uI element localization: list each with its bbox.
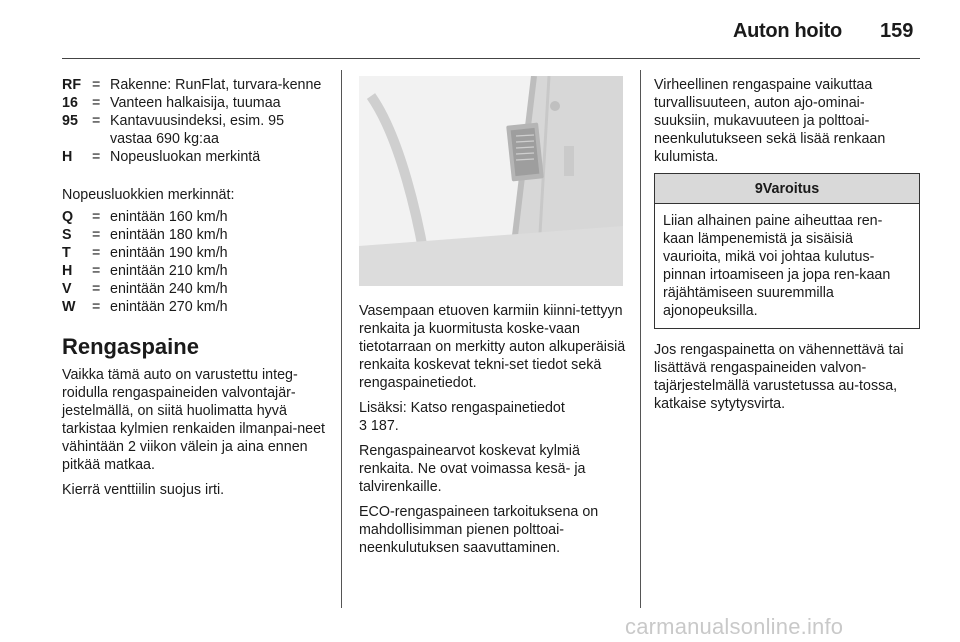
middle-column: [359, 302, 627, 564]
watermark: carmanualsonline.info: [625, 614, 844, 639]
body-paragraph: Virheellinen rengaspaine vaikuttaa turvallisuuteen, auton ajo-ominai-suuksiin, mukavuuteen ja polttoai-neenkulutukseen sekä lisää renkaan kulumista.: [654, 77, 886, 165]
door-frame-tire-label-photo: [359, 76, 623, 286]
door-frame-illustration: [359, 76, 623, 286]
definition-value: enintään 210 km/h: [110, 263, 228, 279]
definition-value: enintään 270 km/h: [110, 299, 228, 315]
right-column: [654, 76, 920, 420]
warning-text: Liian alhainen paine aiheuttaa ren-kaan lämpenemistä ja sisäisiä vaurioita, mikä voi johtaa kulutus-pinnan irtoamiseen ja jopa ren-kaan räjähtämiseen suuremmilla ajonopeuksilla.: [663, 213, 891, 319]
tire-code-definitions: [62, 76, 330, 166]
cross-reference-paragraph: [359, 399, 627, 435]
speed-class-intro: Nopeusluokkien merkinnät:: [62, 187, 235, 203]
warning-box: [654, 173, 920, 329]
definition-equals: =: [92, 299, 101, 315]
definition-key: 16: [62, 95, 78, 111]
page-reference-link[interactable]: 3 187.: [359, 418, 399, 434]
definition-row: [62, 148, 330, 166]
definition-equals: =: [92, 209, 101, 225]
definition-key: H: [62, 149, 73, 165]
body-paragraph: Jos rengaspainetta on vähennettävä tai lisättävä rengaspaineiden valvon-tajärjestelmällä varustetussa au-tossa, katkaise sytytysvirta.: [654, 342, 904, 412]
page-header-title: Auton hoito: [733, 20, 842, 42]
definition-row: [62, 94, 330, 112]
definition-value: enintään 180 km/h: [110, 227, 228, 243]
definition-key: S: [62, 227, 72, 243]
definition-value: enintään 160 km/h: [110, 209, 228, 225]
definition-equals: =: [92, 149, 101, 165]
definition-equals: =: [92, 281, 101, 297]
definition-key: T: [62, 245, 71, 261]
definition-equals: =: [92, 113, 101, 129]
definition-key: RF: [62, 77, 82, 93]
definition-row: [62, 112, 330, 148]
page-number: 159: [880, 20, 914, 42]
definition-equals: =: [92, 263, 101, 279]
definition-row: [62, 298, 330, 316]
definition-row: [62, 76, 330, 94]
definition-equals: =: [92, 227, 101, 243]
body-paragraph: Vasempaan etuoven karmiin kiinni-tettyyn renkaita ja kuormitusta koske-vaan tietotarraan on merkitty auton alkuperäisiä renkaita koskevat tekni-set tiedot sekä rengaspainetiedot.: [359, 303, 626, 391]
definition-key: W: [62, 299, 76, 315]
definition-row: [62, 280, 330, 298]
definition-value: Kantavuusindeksi, esim. 95 vastaa 690 kg:aa: [110, 113, 285, 147]
warning-header: [655, 174, 919, 204]
definition-value: Vanteen halkaisija, tuumaa: [110, 95, 281, 111]
definition-row: [62, 244, 330, 262]
column-divider-left: [341, 70, 342, 608]
body-paragraph: Kierrä venttiilin suojus irti.: [62, 482, 225, 498]
definition-value: enintään 240 km/h: [110, 281, 228, 297]
definition-key: Q: [62, 209, 74, 225]
definition-value: Nopeusluokan merkintä: [110, 149, 261, 165]
definition-equals: =: [92, 77, 101, 93]
definition-value: Rakenne: RunFlat, turvara-kenne: [110, 77, 322, 93]
definition-equals: =: [92, 95, 101, 111]
body-paragraph: Rengaspainearvot koskevat kylmiä renkaita. Ne ovat voimassa kesä- ja talvirenkaille.: [359, 443, 586, 495]
definition-row: [62, 208, 330, 226]
definition-key: V: [62, 281, 72, 297]
column-divider-right: [640, 70, 641, 608]
body-paragraph: Vaikka tämä auto on varustettu integ-roidulla rengaspaineiden valvontajär-jestelmällä, on siitä huolimatta hyvä tarkistaa kylmien renkaiden ilmanpai-neet vähintään 2 viikon välein ja aina ennen pitkää matkaa.: [62, 367, 326, 473]
definition-row: [62, 226, 330, 244]
left-column: [62, 76, 330, 506]
warning-title: Varoitus: [762, 181, 820, 197]
definition-equals: =: [92, 245, 101, 261]
definition-key: H: [62, 263, 73, 279]
section-heading: Rengaspaine: [62, 334, 199, 359]
definition-row: [62, 262, 330, 280]
definition-key: 95: [62, 113, 78, 129]
warning-triangle-icon: 9: [754, 181, 763, 197]
body-paragraph: ECO-rengaspaineen tarkoituksena on mahdollisimman pienen polttoai-neenkulutuksen saavuttaminen.: [359, 504, 599, 556]
header-divider: [62, 58, 920, 59]
speed-class-definitions: [62, 208, 330, 316]
definition-value: enintään 190 km/h: [110, 245, 228, 261]
cross-reference-label: Lisäksi: Katso rengaspainetiedot: [359, 400, 565, 416]
